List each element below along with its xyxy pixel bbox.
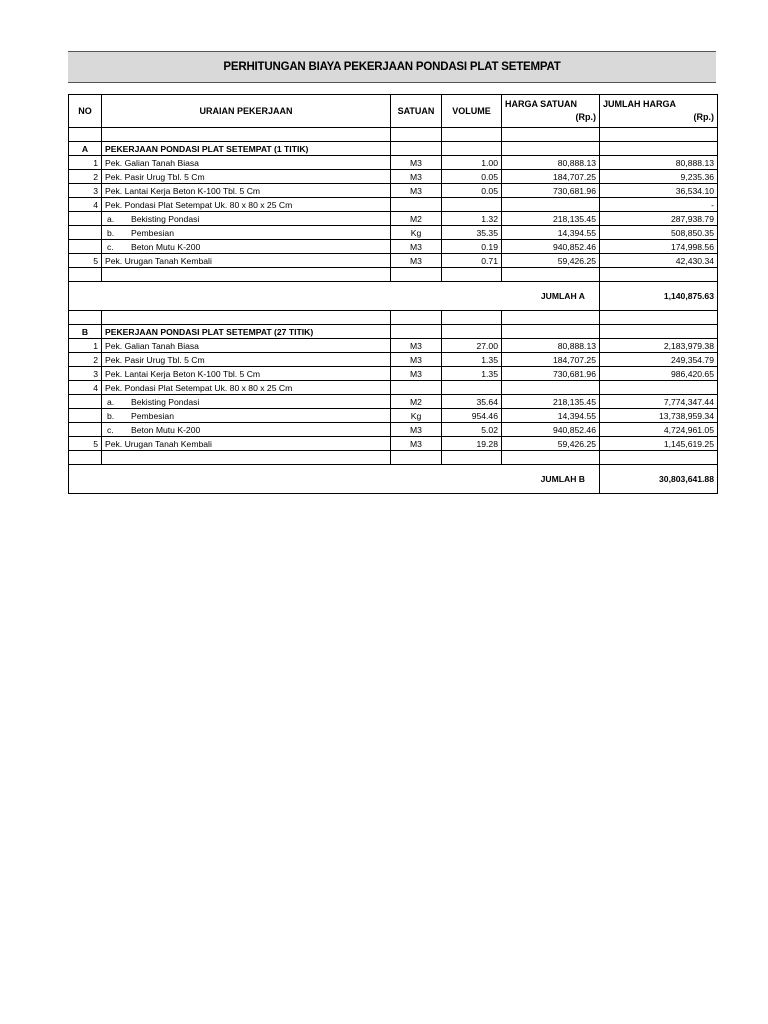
item-total-price: 1,145,619.25: [600, 437, 718, 451]
item-unit-price: 14,394.55: [502, 226, 600, 240]
item-sub-letter: b.: [107, 410, 115, 421]
item-volume: 35.64: [442, 395, 502, 409]
item-unit-price: 184,707.25: [502, 353, 600, 367]
item-unit-price: 80,888.13: [502, 156, 600, 170]
item-description: [102, 409, 391, 423]
section-code: A: [69, 142, 102, 156]
empty-cell: [442, 451, 502, 465]
table-row: [69, 381, 718, 395]
section-total-row: [69, 282, 718, 311]
item-number: 5: [69, 254, 102, 268]
section-title: PEKERJAAN PONDASI PLAT SETEMPAT (1 TITIK): [102, 142, 391, 156]
section-title: PEKERJAAN PONDASI PLAT SETEMPAT (27 TITIK): [102, 325, 391, 339]
item-unit: M3: [391, 423, 442, 437]
item-number: 2: [69, 353, 102, 367]
item-total-price: 36,534.10: [600, 184, 718, 198]
item-unit: M3: [391, 367, 442, 381]
item-unit: M3: [391, 254, 442, 268]
section-header-row: [69, 325, 718, 339]
item-unit-price: 218,135.45: [502, 395, 600, 409]
item-unit-price: 940,852.46: [502, 423, 600, 437]
item-unit-price: [502, 198, 600, 212]
item-volume: 19.28: [442, 437, 502, 451]
table-row: [69, 156, 718, 170]
item-description-text: Pek. Lantai Kerja Beton K-100 Tbl. 5 Cm: [105, 185, 261, 196]
item-description-text: Pek. Urugan Tanah Kembali: [105, 255, 212, 266]
item-volume: 1.00: [442, 156, 502, 170]
item-description-text: Pek. Pasir Urug Tbl. 5 Cm: [105, 171, 205, 182]
table-header-row: [69, 95, 718, 128]
item-description-text: Bekisting Pondasi: [131, 213, 200, 224]
item-description-text: Pembesian: [131, 410, 174, 421]
item-total-price: [600, 381, 718, 395]
item-total-price: 42,430.34: [600, 254, 718, 268]
item-total-price: 249,354.79: [600, 353, 718, 367]
item-sub-letter: c.: [107, 241, 114, 252]
item-number: [69, 212, 102, 226]
item-volume: [442, 198, 502, 212]
item-unit: M3: [391, 339, 442, 353]
empty-cell: [442, 142, 502, 156]
header-harga-satuan-label: HARGA SATUAN: [505, 99, 577, 109]
header-harga-satuan: [502, 95, 600, 128]
empty-cell: [69, 268, 102, 282]
table-row: [69, 226, 718, 240]
empty-cell: [442, 268, 502, 282]
header-harga-satuan-unit: (Rp.): [575, 112, 596, 122]
item-unit-price: 730,681.96: [502, 184, 600, 198]
item-sub-letter: c.: [107, 424, 114, 435]
item-description: [102, 423, 391, 437]
empty-cell: [69, 311, 102, 325]
empty-cell: [502, 451, 600, 465]
empty-cell: [102, 311, 391, 325]
table-row: [69, 367, 718, 381]
item-description: [102, 170, 391, 184]
item-number: [69, 395, 102, 409]
item-description: [102, 353, 391, 367]
header-jumlah-harga-label: JUMLAH HARGA: [603, 99, 676, 109]
item-number: 1: [69, 156, 102, 170]
item-unit: M2: [391, 395, 442, 409]
item-total-price: 9,235.36: [600, 170, 718, 184]
empty-cell: [442, 325, 502, 339]
item-description-text: Pek. Pondasi Plat Setempat Uk. 80 x 80 x 25 Cm: [105, 199, 293, 210]
item-description: [102, 156, 391, 170]
section-total-value: 1,140,875.63: [600, 282, 718, 311]
item-description-text: Pembesian: [131, 227, 174, 238]
item-description: [102, 381, 391, 395]
item-description: [102, 437, 391, 451]
item-unit: [391, 198, 442, 212]
empty-cell: [502, 325, 600, 339]
item-number: 4: [69, 381, 102, 395]
item-volume: 1.35: [442, 367, 502, 381]
table-row: [69, 184, 718, 198]
item-total-price: 174,998.56: [600, 240, 718, 254]
header-uraian: URAIAN PEKERJAAN: [102, 95, 391, 128]
item-unit-price: 184,707.25: [502, 170, 600, 184]
item-unit: M3: [391, 437, 442, 451]
empty-cell: [391, 311, 442, 325]
table-row: [69, 395, 718, 409]
empty-cell: [502, 128, 600, 142]
table-row: [69, 409, 718, 423]
item-sub-letter: a.: [107, 213, 115, 224]
empty-cell: [502, 268, 600, 282]
empty-cell: [391, 142, 442, 156]
empty-cell: [442, 128, 502, 142]
section-total-value: 30,803,641.88: [600, 465, 718, 494]
item-description: [102, 198, 391, 212]
item-description: [102, 184, 391, 198]
header-volume: VOLUME: [442, 95, 502, 128]
empty-cell: [600, 268, 718, 282]
section-total-label: JUMLAH B: [69, 465, 600, 494]
spacer-row: [69, 311, 718, 325]
empty-cell: [391, 268, 442, 282]
item-volume: 27.00: [442, 339, 502, 353]
empty-cell: [69, 128, 102, 142]
empty-cell: [391, 325, 442, 339]
item-unit-price: [502, 381, 600, 395]
item-description: [102, 254, 391, 268]
item-total-price: 13,738,959.34: [600, 409, 718, 423]
item-description-text: Pek. Pasir Urug Tbl. 5 Cm: [105, 354, 205, 365]
section-total-label: JUMLAH A: [69, 282, 600, 311]
item-unit: [391, 381, 442, 395]
item-total-price: 80,888.13: [600, 156, 718, 170]
header-no: NO: [69, 95, 102, 128]
item-total-price: 7,774,347.44: [600, 395, 718, 409]
item-total-price: 986,420.65: [600, 367, 718, 381]
section-total-row: [69, 465, 718, 494]
item-volume: 1.32: [442, 212, 502, 226]
item-number: [69, 423, 102, 437]
item-number: 1: [69, 339, 102, 353]
empty-cell: [102, 451, 391, 465]
empty-cell: [502, 311, 600, 325]
header-jumlah-harga-unit: (Rp.): [693, 112, 714, 122]
item-number: 3: [69, 367, 102, 381]
header-jumlah-harga: [600, 95, 718, 128]
item-sub-letter: b.: [107, 227, 115, 238]
item-unit: M3: [391, 353, 442, 367]
table-row: [69, 353, 718, 367]
empty-cell: [391, 451, 442, 465]
empty-cell: [502, 142, 600, 156]
table-row: [69, 212, 718, 226]
item-description: [102, 226, 391, 240]
item-description-text: Pek. Pondasi Plat Setempat Uk. 80 x 80 x 25 Cm: [105, 382, 293, 393]
item-unit-price: 59,426.25: [502, 437, 600, 451]
item-total-price: -: [600, 198, 718, 212]
empty-cell: [69, 451, 102, 465]
item-description-text: Pek. Galian Tanah Biasa: [105, 340, 199, 351]
document-title: PERHITUNGAN BIAYA PEKERJAAN PONDASI PLAT SETEMPAT: [68, 51, 716, 83]
item-volume: 0.71: [442, 254, 502, 268]
item-number: 4: [69, 198, 102, 212]
item-description: [102, 395, 391, 409]
item-description-text: Pek. Galian Tanah Biasa: [105, 157, 199, 168]
item-description: [102, 212, 391, 226]
spacer-row: [69, 451, 718, 465]
item-description-text: Beton Mutu K-200: [131, 241, 201, 252]
item-volume: 5.02: [442, 423, 502, 437]
item-volume: 954.46: [442, 409, 502, 423]
item-total-price: 287,938.79: [600, 212, 718, 226]
item-unit: Kg: [391, 226, 442, 240]
table-row: [69, 339, 718, 353]
table-row: [69, 240, 718, 254]
item-unit: M3: [391, 156, 442, 170]
empty-cell: [102, 268, 391, 282]
table-row: [69, 254, 718, 268]
item-number: [69, 409, 102, 423]
item-description-text: Beton Mutu K-200: [131, 424, 201, 435]
item-unit-price: 80,888.13: [502, 339, 600, 353]
item-number: [69, 240, 102, 254]
item-description-text: Pek. Lantai Kerja Beton K-100 Tbl. 5 Cm: [105, 368, 261, 379]
item-unit: M3: [391, 240, 442, 254]
table-row: [69, 198, 718, 212]
empty-cell: [600, 451, 718, 465]
item-description: [102, 240, 391, 254]
cost-table: [68, 94, 718, 494]
empty-cell: [600, 128, 718, 142]
item-description-text: Bekisting Pondasi: [131, 396, 200, 407]
item-description: [102, 339, 391, 353]
item-unit-price: 14,394.55: [502, 409, 600, 423]
item-unit: M3: [391, 170, 442, 184]
item-number: 5: [69, 437, 102, 451]
item-unit-price: 730,681.96: [502, 367, 600, 381]
item-description: [102, 367, 391, 381]
item-volume: [442, 381, 502, 395]
table-row: [69, 170, 718, 184]
item-description-text: Pek. Urugan Tanah Kembali: [105, 438, 212, 449]
item-volume: 1.35: [442, 353, 502, 367]
item-unit-price: 218,135.45: [502, 212, 600, 226]
item-total-price: 508,850.35: [600, 226, 718, 240]
item-number: 2: [69, 170, 102, 184]
item-sub-letter: a.: [107, 396, 115, 407]
empty-cell: [600, 142, 718, 156]
table-row: [69, 423, 718, 437]
header-satuan: SATUAN: [391, 95, 442, 128]
spacer-row: [69, 268, 718, 282]
item-unit-price: 59,426.25: [502, 254, 600, 268]
item-total-price: 4,724,961.05: [600, 423, 718, 437]
empty-cell: [102, 128, 391, 142]
item-unit: M3: [391, 184, 442, 198]
table-row: [69, 437, 718, 451]
item-number: 3: [69, 184, 102, 198]
item-volume: 35.35: [442, 226, 502, 240]
item-unit: Kg: [391, 409, 442, 423]
empty-cell: [391, 128, 442, 142]
item-volume: 0.05: [442, 170, 502, 184]
empty-cell: [600, 325, 718, 339]
item-unit-price: 940,852.46: [502, 240, 600, 254]
empty-cell: [442, 311, 502, 325]
item-unit: M2: [391, 212, 442, 226]
item-volume: 0.19: [442, 240, 502, 254]
spacer-row: [69, 128, 718, 142]
item-total-price: 2,183,979.38: [600, 339, 718, 353]
item-volume: 0.05: [442, 184, 502, 198]
empty-cell: [600, 311, 718, 325]
section-header-row: [69, 142, 718, 156]
section-code: B: [69, 325, 102, 339]
item-number: [69, 226, 102, 240]
